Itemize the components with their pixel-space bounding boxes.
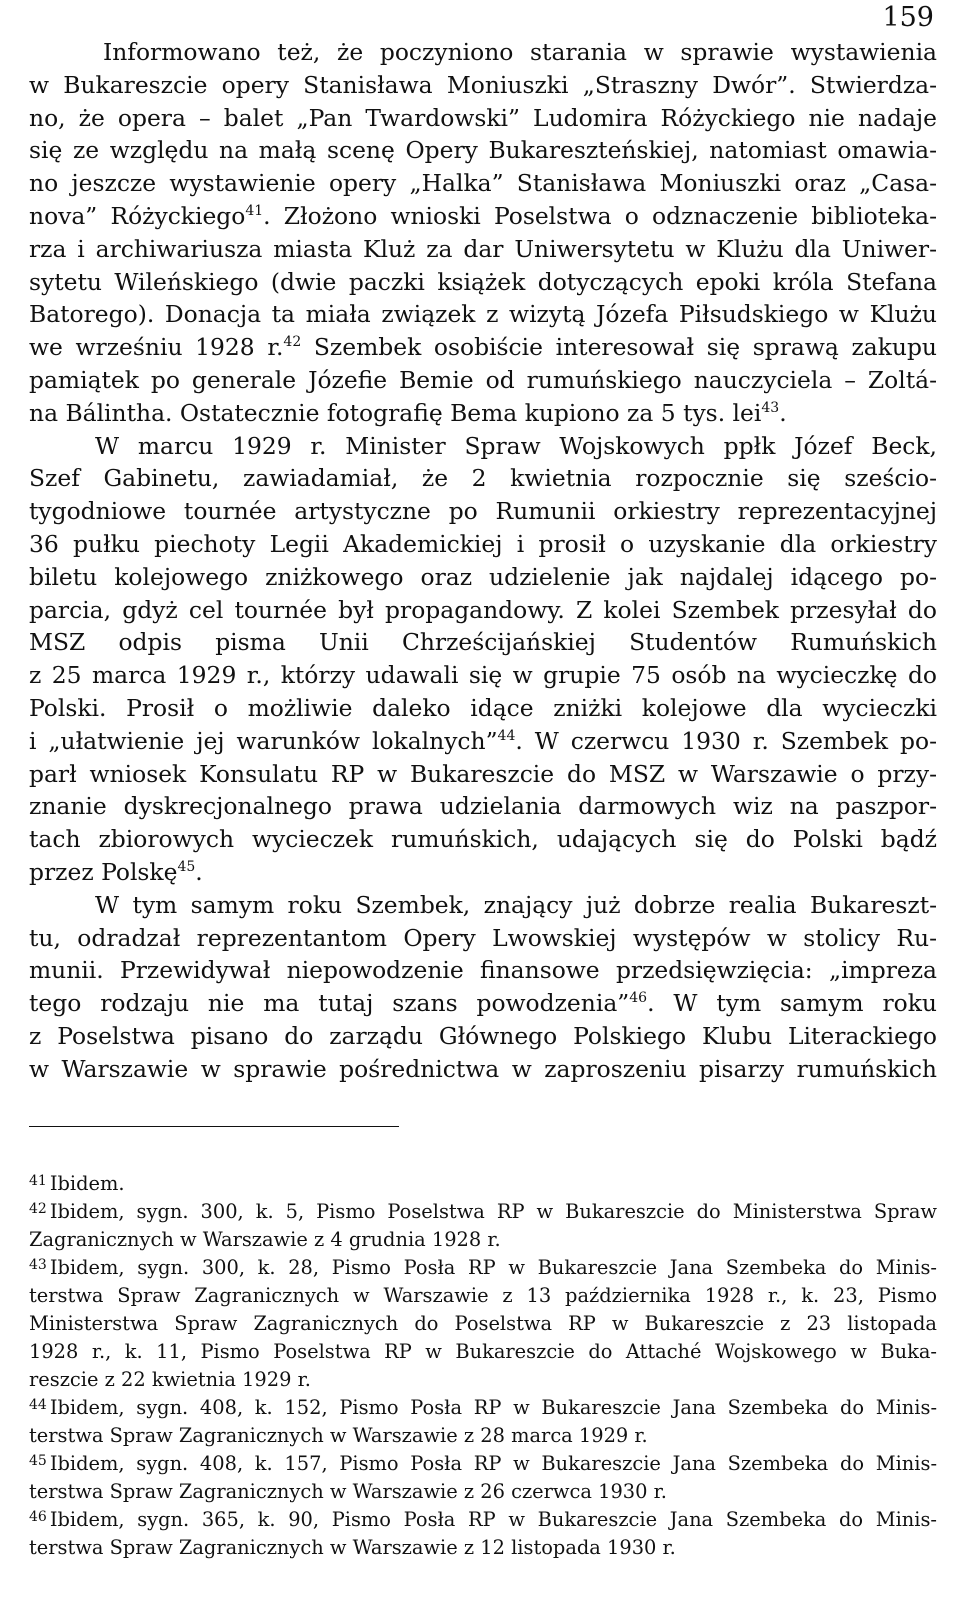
body-line: i „ułatwienie jej warunków lokalnych”$^{44}$. W czerwcu 1930 r. Szembek po- <box>29 726 937 755</box>
footnote-ref: 45 <box>177 858 196 875</box>
body-line: Informowano też, że poczyniono starania w sprawie wystawienia <box>103 38 937 66</box>
footnote-ref: 46 <box>629 990 648 1007</box>
footnote-45: $^{45}$ Ibidem, sygn. 408, k. 157, Pismo Posła RP w Bukareszcie Jana Szembeka do Minis- <box>29 1452 937 1475</box>
body-line: sytetu Wileńskiego (dwie paczki książek dotyczących epoki króla Stefana <box>29 267 937 296</box>
body-line: z 25 marca 1929 r., którzy udawali się w grupie 75 osób na wycieczkę do <box>29 661 937 690</box>
footnote-line: terstwa Spraw Zagranicznych w Warszawie z 12 listopada 1930 r. <box>29 1536 676 1559</box>
body-line: parcia, gdyż cel tournée był propagandowy. Z kolei Szembek przesyłał do <box>29 595 937 624</box>
footnote-line: Ministerstwa Spraw Zagranicznych do Poselstwa RP w Bukareszcie z 23 listopada <box>29 1312 937 1335</box>
body-line: W tym samym roku Szembek, znający już dobrze realia Bukareszt- <box>95 890 937 919</box>
body-line: biletu kolejowego zniżkowego oraz udzielenie jak najdalej idącego po- <box>29 562 937 591</box>
footnote-line: 1928 r., k. 11, Pismo Poselstwa RP w Bukareszcie do Attaché Wojskowego w Buka- <box>29 1340 937 1363</box>
body-line: nova” Różyckiego$^{41}$. Złożono wnioski Poselstwa o odznaczenie biblioteka- <box>29 201 937 230</box>
body-line: parł wniosek Konsulatu RP w Bukareszcie do MSZ w Warszawie o przy- <box>29 759 937 788</box>
footnotes <box>29 1170 937 1562</box>
body-line: tach zbiorowych wycieczek rumuńskich, udających się do Polski bądź <box>29 825 937 854</box>
body-line: w Warszawie w sprawie pośrednictwa w zaproszeniu pisarzy rumuńskich <box>29 1054 937 1083</box>
footnote-line: reszcie z 22 kwietnia 1929 r. <box>29 1368 311 1391</box>
body-line: we wrześniu 1928 r.$^{42}$ Szembek osobiście interesował się sprawą zakupu <box>29 333 937 362</box>
footnote-separator <box>29 1126 399 1127</box>
body-line: Polski. Prosił o możliwie daleko idące zniżki kolejowe dla wycieczki <box>29 693 937 722</box>
body-line: przez Polskę$^{45}$. <box>29 857 203 886</box>
footnote-ref: 41 <box>245 202 264 219</box>
body-line: rza i archiwariusza miasta Kluż za dar Uniwersytetu w Klużu dla Uniwer- <box>29 234 937 263</box>
body-line: w Bukareszcie opery Stanisława Moniuszki „Straszny Dwór”. Stwierdza- <box>29 70 937 99</box>
body-line: na Bálintha. Ostatecznie fotografię Bema kupiono za 5 tys. lei$^{43}$. <box>29 398 787 427</box>
page-number: 159 <box>882 2 934 33</box>
body-line: pamiątek po generale Józefie Bemie od rumuńskiego nauczyciela – Zoltá- <box>29 365 937 394</box>
body-line: W marcu 1929 r. Minister Spraw Wojskowych ppłk Józef Beck, <box>95 431 937 460</box>
footnote-line: terstwa Spraw Zagranicznych w Warszawie z 13 października 1928 r., k. 23, Pismo <box>29 1284 937 1307</box>
footnote-44: $^{44}$ Ibidem, sygn. 408, k. 152, Pismo Posła RP w Bukareszcie Jana Szembeka do Minis- <box>29 1396 937 1419</box>
body-line: tego rodzaju nie ma tutaj szans powodzenia”$^{46}$. W tym samym roku <box>29 989 937 1018</box>
body-line: Szef Gabinetu, zawiadamiał, że 2 kwietnia rozpocznie się sześcio- <box>29 464 937 493</box>
body-line: Batorego). Donacja ta miała związek z wizytą Józefa Piłsudskiego w Klużu <box>29 300 937 329</box>
footnote-42: $^{42}$ Ibidem, sygn. 300, k. 5, Pismo Poselstwa RP w Bukareszcie do Ministerstwa Spraw <box>29 1200 937 1223</box>
footnote-line: terstwa Spraw Zagranicznych w Warszawie z 26 czerwca 1930 r. <box>29 1480 667 1503</box>
footnote-line: terstwa Spraw Zagranicznych w Warszawie z 28 marca 1929 r. <box>29 1424 648 1447</box>
footnote-43: $^{43}$ Ibidem, sygn. 300, k. 28, Pismo Posła RP w Bukareszcie Jana Szembeka do Minis- <box>29 1256 937 1279</box>
footnote-ref: 44 <box>497 727 516 744</box>
footnote-ref: 43 <box>761 399 780 416</box>
body-line: no jeszcze wystawienie opery „Halka” Stanisława Moniuszki oraz „Casa- <box>29 169 937 198</box>
body-line: z Poselstwa pisano do zarządu Głównego Polskiego Klubu Literackiego <box>29 1021 937 1050</box>
body-line: 36 pułku piechoty Legii Akademickiej i prosił o uzyskanie dla orkiestry <box>29 529 937 558</box>
footnote-line: Zagranicznych w Warszawie z 4 grudnia 1928 r. <box>29 1228 501 1251</box>
footnote-46: $^{46}$ Ibidem, sygn. 365, k. 90, Pismo Posła RP w Bukareszcie Jana Szembeka do Minis- <box>29 1508 937 1531</box>
body-line: się ze względu na małą scenę Opery Bukareszteńskiej, natomiast omawia- <box>29 136 937 165</box>
body-line: no, że opera – balet „Pan Twardowski” Ludomira Różyckiego nie nadaje <box>29 103 937 132</box>
body-line: tygodniowe tournée artystyczne po Rumunii orkiestry reprezentacyjnej <box>29 497 937 526</box>
body-text <box>29 36 937 1086</box>
body-line: tu, odradzał reprezentantom Opery Lwowskiej występów w stolicy Ru- <box>29 923 937 952</box>
footnote-41: $^{41}$ Ibidem. <box>29 1172 125 1195</box>
footnote-ref: 42 <box>283 334 302 351</box>
body-line: znanie dyskrecjonalnego prawa udzielania darmowych wiz na paszpor- <box>29 792 937 821</box>
body-line: munii. Przewidywał niepowodzenie finansowe przedsięwzięcia: „impreza <box>29 956 937 985</box>
body-line: MSZ odpis pisma Unii Chrześcijańskiej Studentów Rumuńskich <box>29 628 937 657</box>
